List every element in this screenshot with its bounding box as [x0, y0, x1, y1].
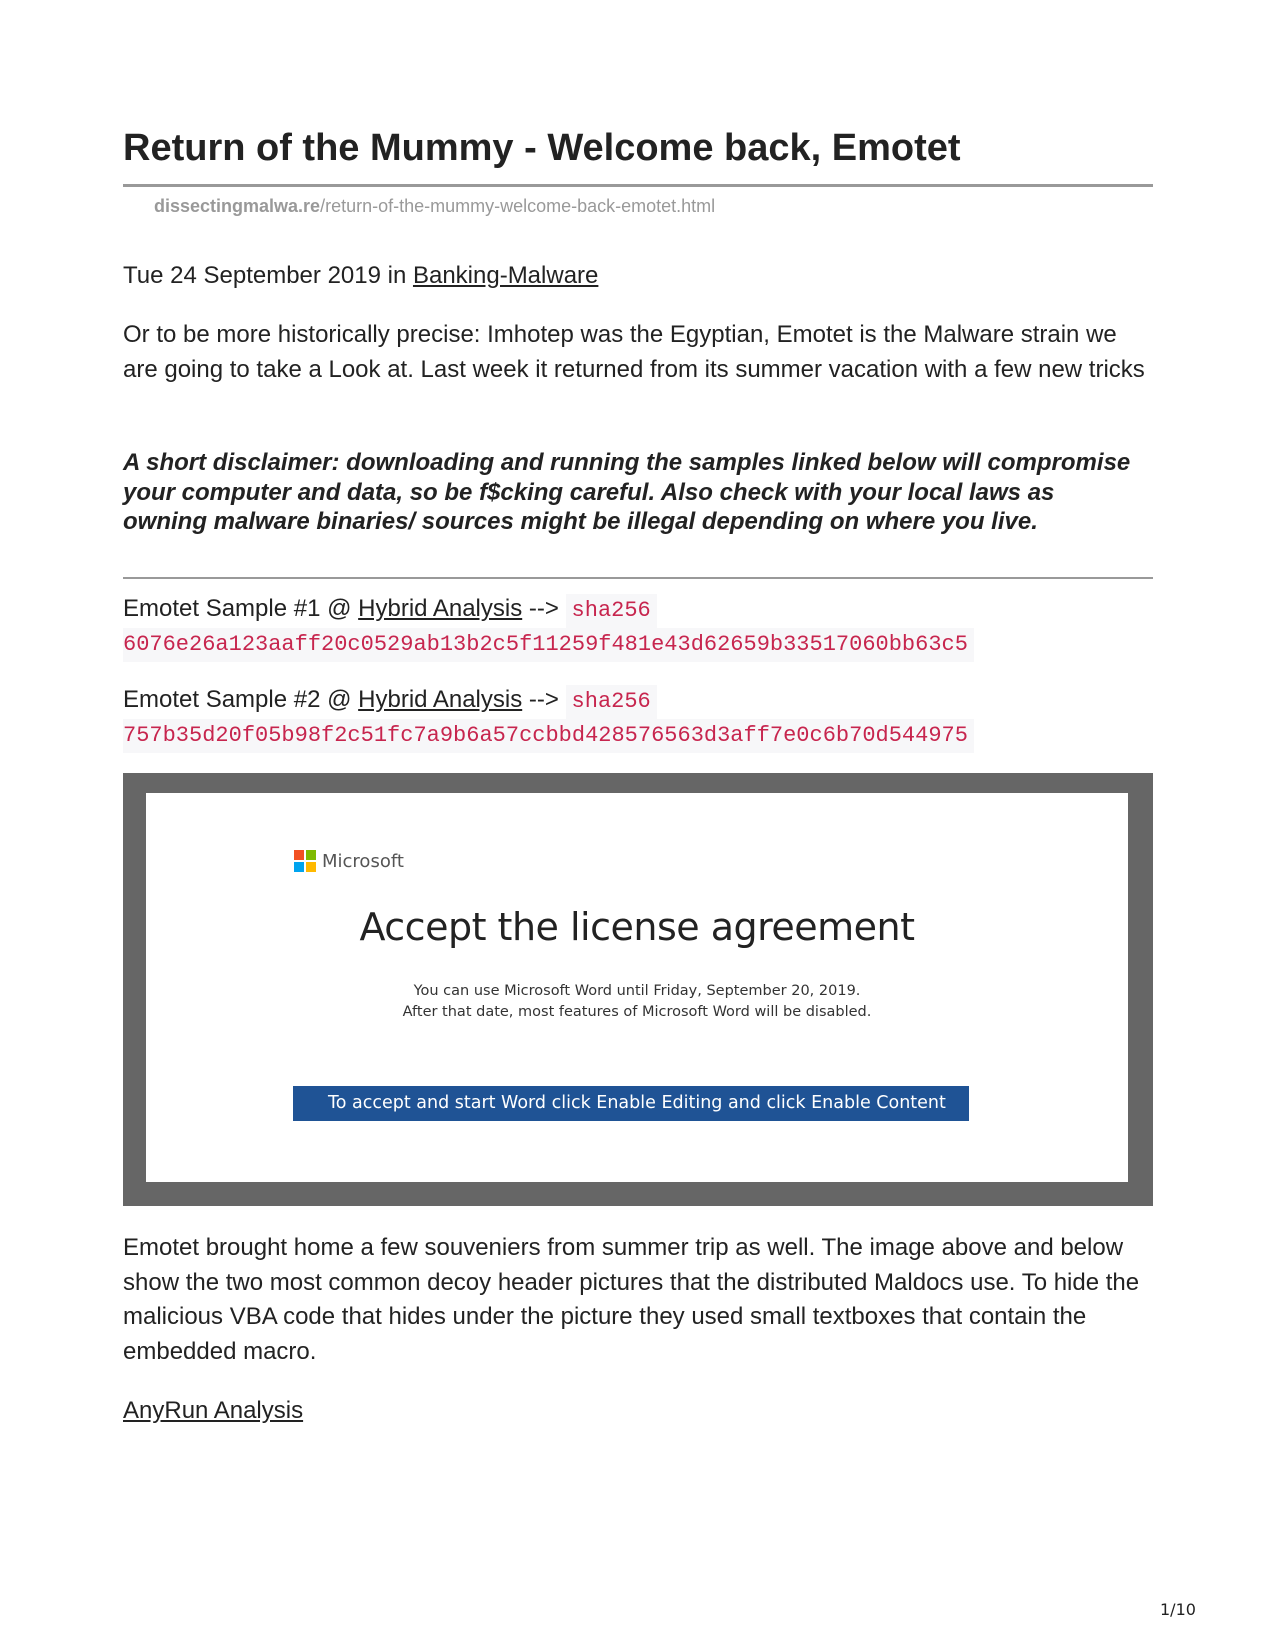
decoy-note [146, 981, 1128, 1023]
sample-entry-2 [123, 683, 1153, 753]
hybrid-analysis-link-1[interactable]: Hybrid Analysis [358, 595, 523, 622]
sample-label: Emotet Sample #1 @ [123, 595, 359, 622]
category-link[interactable]: Banking-Malware [412, 262, 599, 289]
microsoft-logo-icon [294, 850, 316, 872]
decoy-banner: To accept and start Word click Enable Editing and click Enable Content [293, 1086, 969, 1121]
title-divider [123, 184, 1153, 187]
page-number: 1/10 [1160, 1600, 1196, 1619]
sha256-hash-2: 757b35d20f05b98f2c51fc7a9b6a57ccbbd428576563d3aff7e0c6b70d544975 [123, 719, 974, 753]
decoy-screenshot [123, 773, 1153, 1206]
post-date: Tue 24 September 2019 in [123, 262, 413, 289]
post-meta [123, 259, 598, 293]
source-path: /return-of-the-mummy-welcome-back-emotet.html [320, 196, 716, 216]
brand-name: Microsoft [322, 850, 404, 872]
body-paragraph: Emotet brought home a few souveniers from summer trip as well. The image above and below show the two most common decoy header pictures that the distributed Maldocs use. To hide the malicious VBA code that hides under the picture they used small textboxes that contain the embedded macro. [123, 1234, 1140, 1365]
arrow-text: --> [522, 595, 566, 622]
disclaimer-divider [123, 577, 1153, 579]
decoy-note-line-2: After that date, most features of Microsoft Word will be disabled. [402, 1004, 872, 1020]
arrow-text: --> [522, 686, 566, 713]
decoy-heading: Accept the license agreement [359, 905, 915, 949]
microsoft-logo [294, 850, 404, 872]
anyrun-analysis-link[interactable]: AnyRun Analysis [123, 1397, 304, 1424]
sample-entry-1 [123, 592, 1153, 662]
decoy-note-line-1: You can use Microsoft Word until Friday, September 20, 2019. [413, 983, 861, 999]
page-title: Return of the Mummy - Welcome back, Emotet [123, 127, 961, 169]
source-domain: dissectingmalwa.re [154, 196, 321, 216]
source-url [154, 196, 715, 217]
hash-label: sha256 [566, 594, 657, 628]
hash-label: sha256 [566, 685, 657, 719]
sha256-hash-1: 6076e26a123aaff20c0529ab13b2c5f11259f481e43d62659b33517060bb63c5 [123, 628, 974, 662]
sample-label: Emotet Sample #2 @ [123, 686, 359, 713]
hybrid-analysis-link-2[interactable]: Hybrid Analysis [358, 686, 523, 713]
intro-paragraph: Or to be more historically precise: Imhotep was the Egyptian, Emotet is the Malware strain we are going to take a Look at. Last week it returned from its summer vacation with a few new tricks [123, 321, 1145, 383]
disclaimer-paragraph: A short disclaimer: downloading and running the samples linked below will compromise your computer and data, so be f$cking careful. Also check with your local laws as owning malware binaries/ sources might be illegal depending on where you live. [123, 449, 1131, 535]
decoy-document [146, 793, 1128, 1182]
